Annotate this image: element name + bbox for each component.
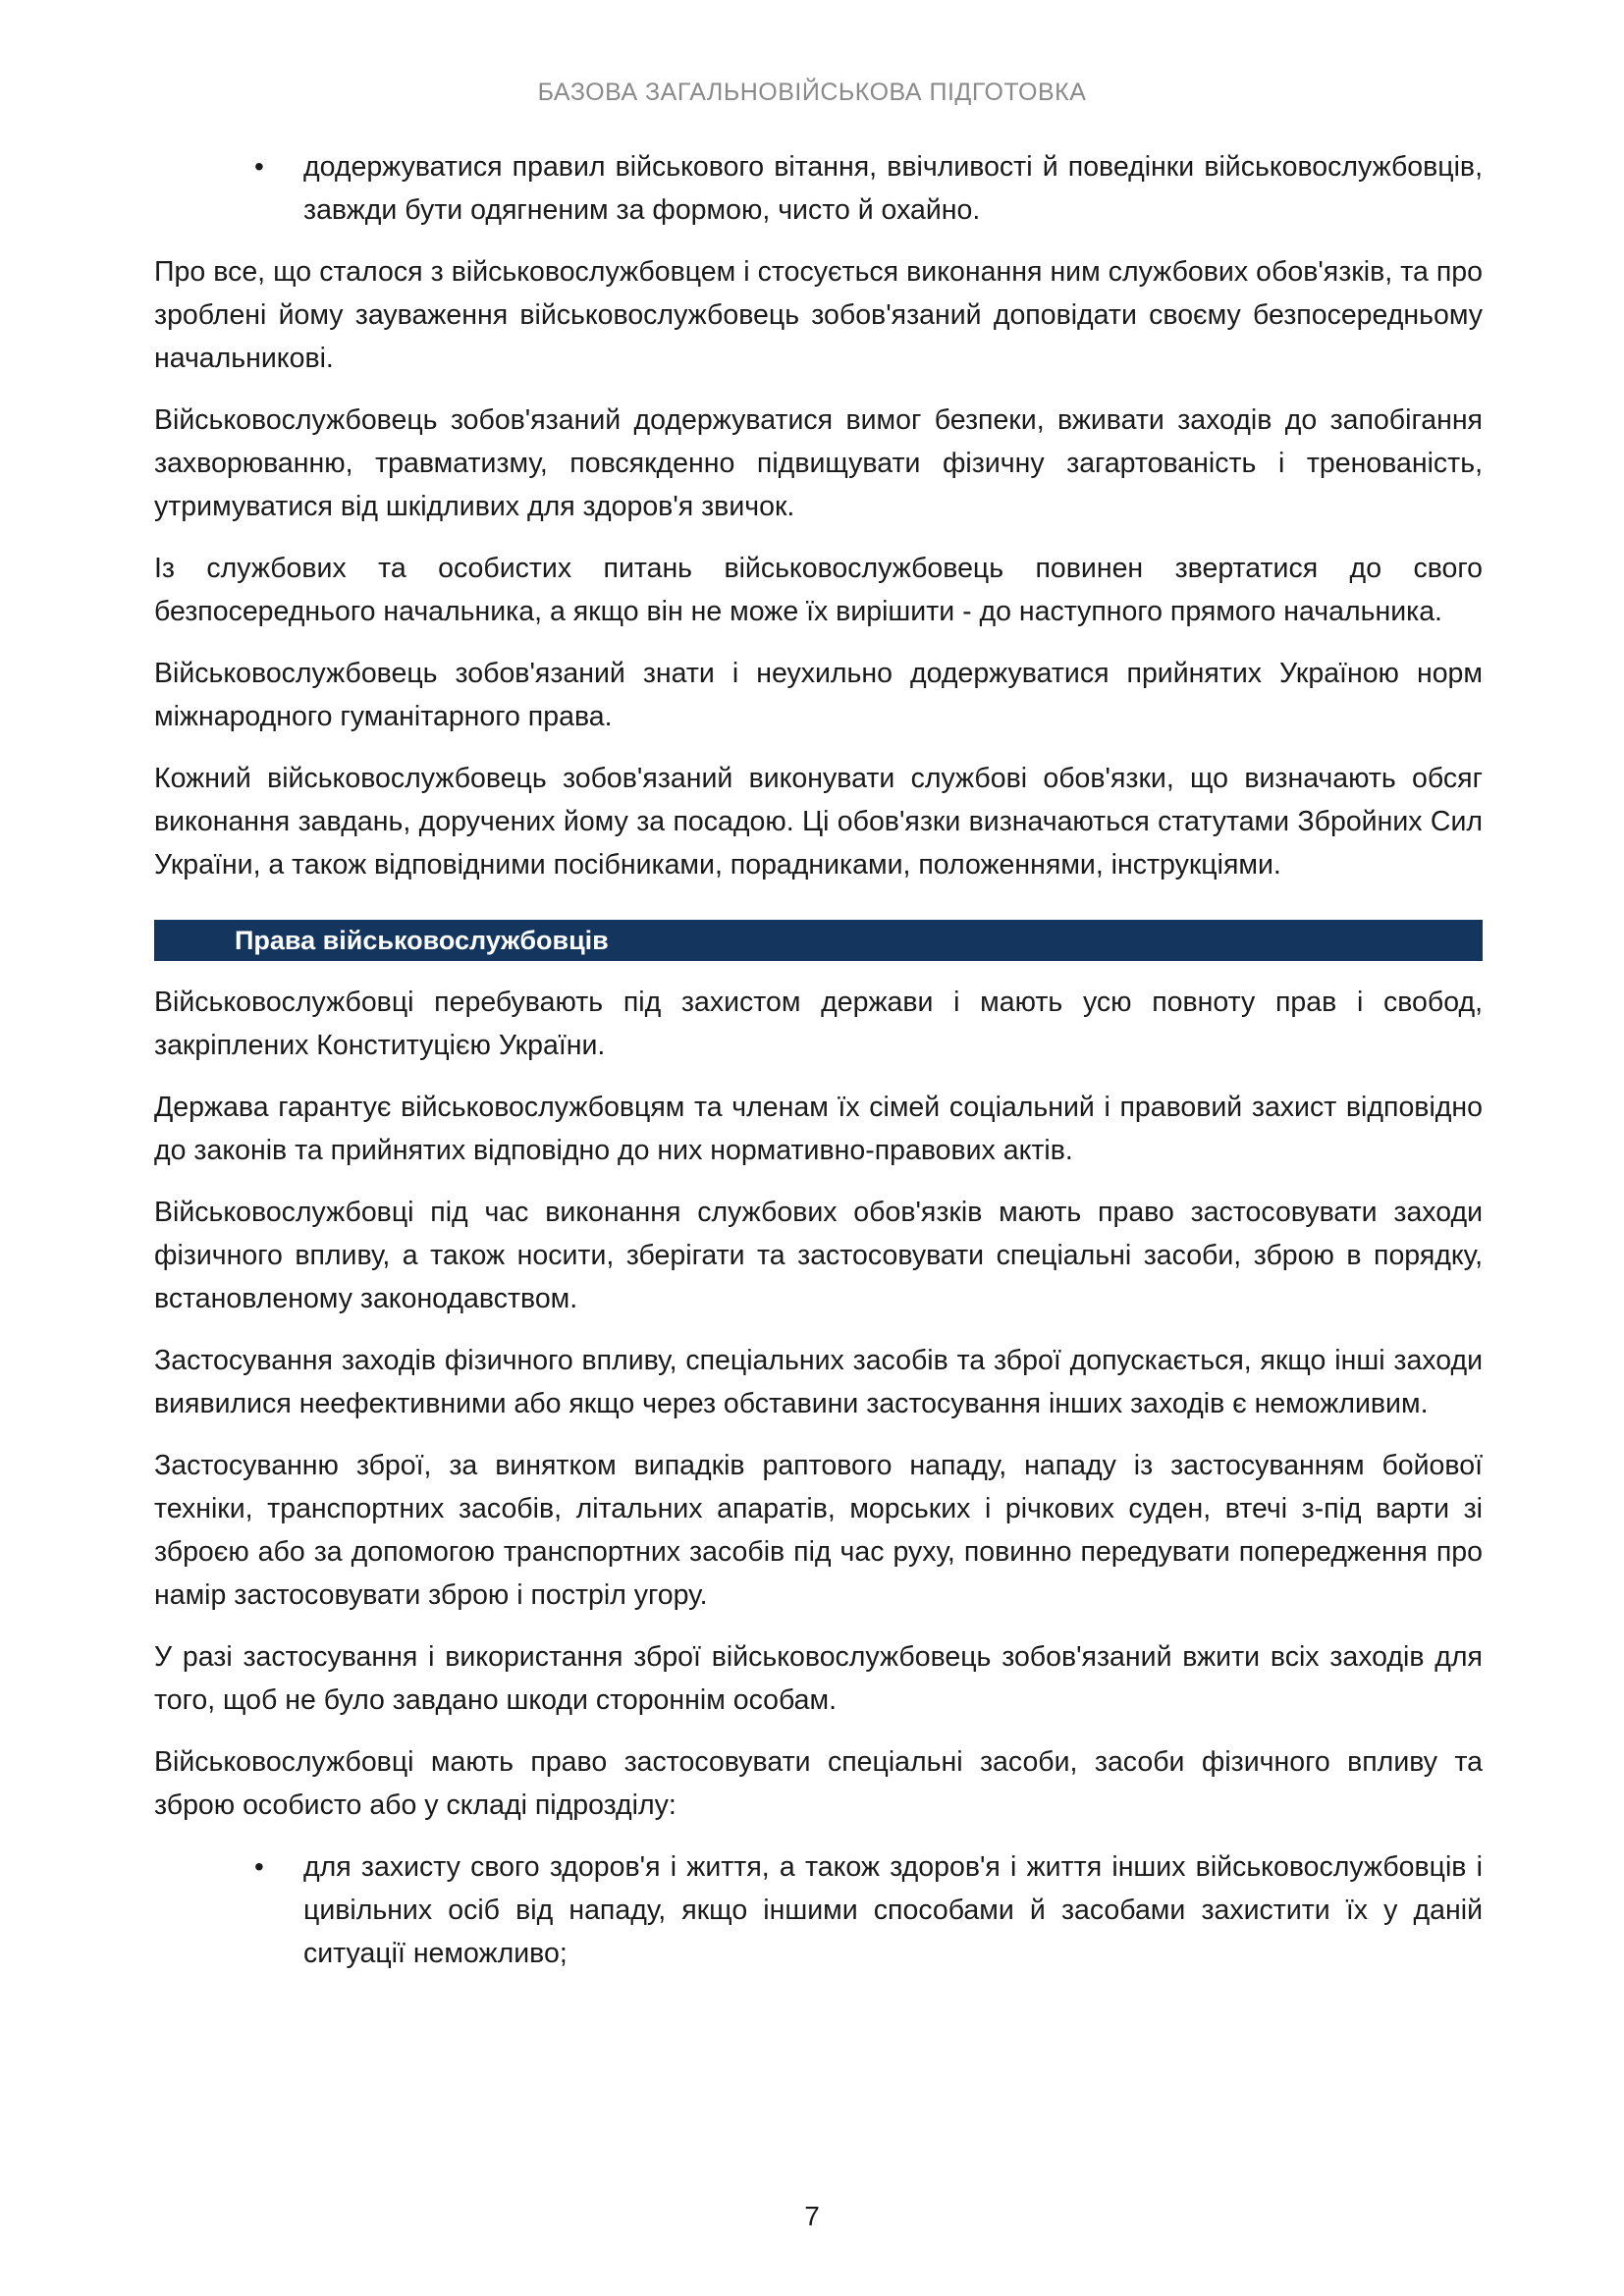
paragraph: У разі застосування і використання зброї військовослужбовець зобов'язаний вжити всіх заходів для того, щоб не було завдано шкоди стороннім особам. [154,1641,1483,1716]
paragraph: Застосування заходів фізичного впливу, спеціальних засобів та зброї допускається, якщо інші заходи виявилися неефективними або якщо через обставини застосування інших заходів є неможливим. [154,1345,1483,1419]
list-item [154,1845,1483,1975]
bullet-icon: • [254,1851,264,1882]
page-number: 7 [804,2201,820,2231]
list-item [154,145,1483,232]
list-item-text: додержуватися правил військового вітання, ввічливості й поведінки військовослужбовців, завжди бути одягненим за формою, чисто й охайно. [303,151,1483,226]
paragraph: Військовослужбовець зобов'язаний додержуватися вимог безпеки, вживати заходів до запобігання захворюванню, травматизму, повсякденно підвищувати фізичну загартованість і тренованість, утримуватися від шкідливих для здоров'я звичок. [154,404,1483,522]
bullet-list-bottom [154,1845,1483,1975]
bullet-list-top [154,145,1483,232]
paragraph: Застосуванню зброї, за винятком випадків раптового нападу, нападу із застосуванням бойової техніки, транспортних засобів, літальних апаратів, морських і річкових суден, втечі з-під варти зі зброєю або за допомогою транспортних засобів під час руху, повинно передувати попередження про намір застосовувати зброю і постріл угору. [154,1450,1483,1611]
running-title: БАЗОВА ЗАГАЛЬНОВІЙСЬКОВА ПІДГОТОВКА [537,79,1087,106]
section-heading [154,920,1483,961]
paragraph: Держава гарантує військовослужбовцям та членам їх сімей соціальний і правовий захист відповідно до законів та прийнятих відповідно до них нормативно-правових актів. [154,1092,1483,1166]
paragraph: Про все, що сталося з військовослужбовцем і стосується виконання ним службових обов'язків, та про зроблені йому зауваження військовослужбовець зобов'язаний доповідати своєму безпосередньому начальникові. [154,256,1483,374]
section-heading-text: Права військовослужбовців [235,926,609,955]
bullet-icon: • [254,151,264,182]
list-item-text: для захисту свого здоров'я і життя, а також здоров'я і життя інших військовослужбовців і цивільних осіб від нападу, якщо іншими способами й засобами захистити їх у даній ситуації неможливо; [303,1851,1483,1969]
paragraph: Військовослужбовець зобов'язаний знати і неухильно додержуватися прийнятих Україною норм міжнародного гуманітарного права. [154,658,1483,732]
document-body [154,145,1483,1994]
paragraph: Із службових та особистих питань військовослужбовець повинен звертатися до свого безпосереднього начальника, а якщо він не може їх вирішити - до наступного прямого начальника. [154,553,1483,627]
paragraph: Кожний військовослужбовець зобов'язаний виконувати службові обов'язки, що визначають обсяг виконання завдань, доручених йому за посадою. Ці обов'язки визначаються статутами Збройних Сил України, а також відповідними посібниками, порадниками, положеннями, інструкціями. [154,763,1483,881]
paragraph: Військовослужбовці під час виконання службових обов'язків мають право застосовувати заходи фізичного впливу, а також носити, зберігати та застосовувати спеціальні засоби, зброю в порядку, встановленому законодавством. [154,1197,1483,1314]
paragraph: Військовослужбовці мають право застосовувати спеціальні засоби, засоби фізичного впливу та зброю особисто або у складі підрозділу: [154,1746,1483,1821]
paragraph: Військовослужбовці перебувають під захистом держави і мають усю повноту прав і свобод, закріплених Конституцією України. [154,987,1483,1061]
